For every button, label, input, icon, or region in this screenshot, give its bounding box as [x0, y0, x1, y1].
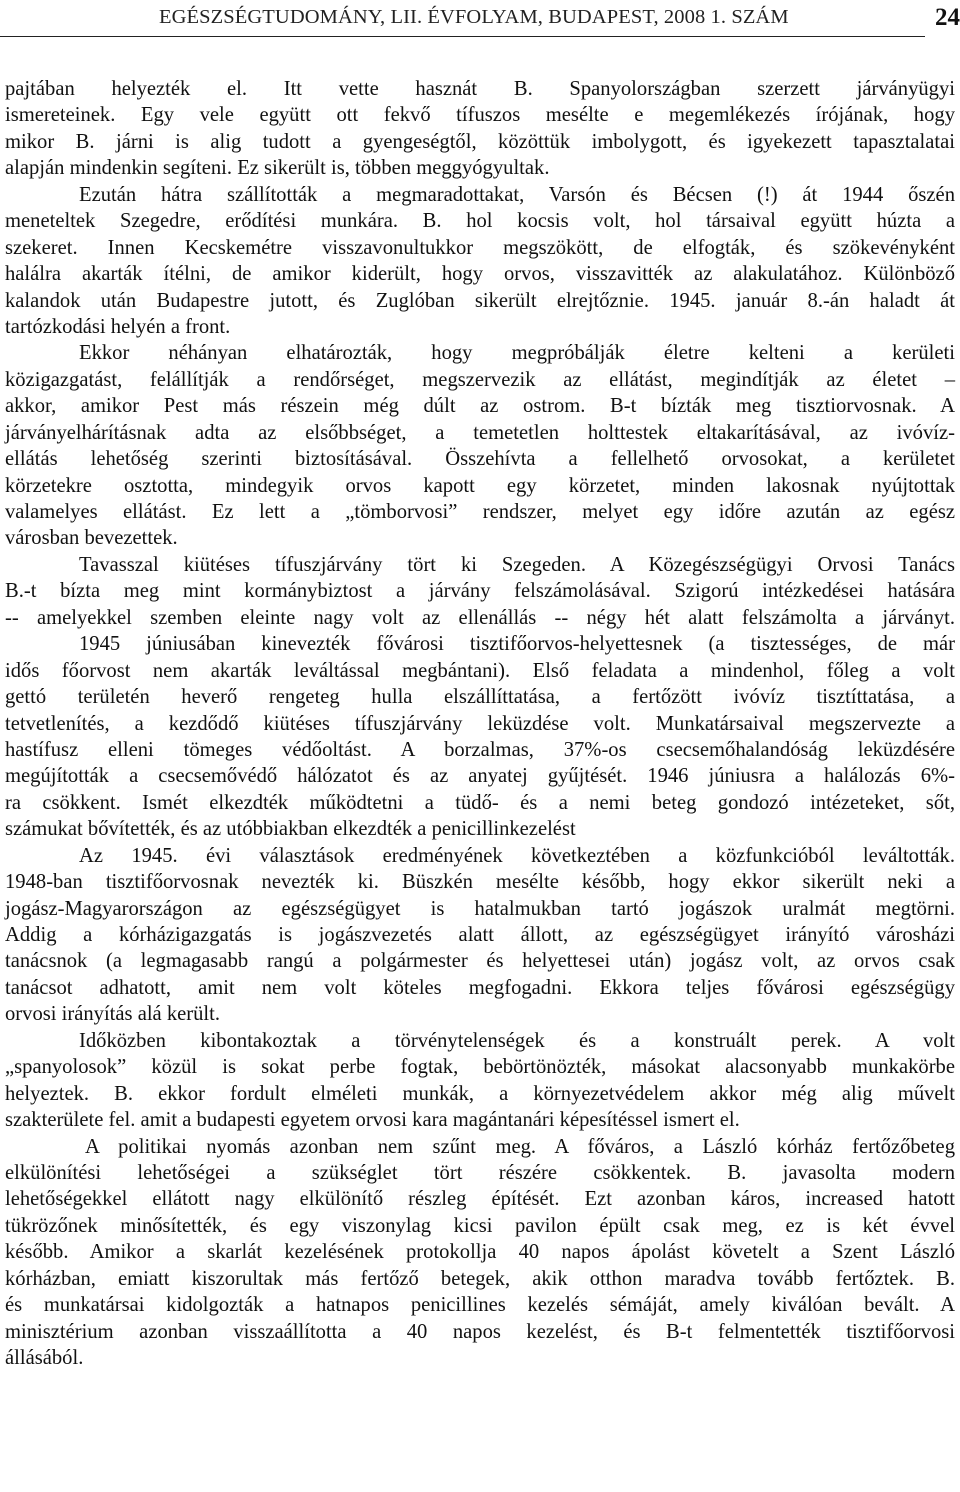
text-line: elkülönítési lehetőségei a szükséglet tört részére csökkentek. B. javasolta modern [5, 1161, 955, 1184]
running-header [0, 0, 960, 40]
text-line: mikor B. járni is alig tudott a gyengeségtől, közöttük imbolygott, és igyekezett tapasztalatai [5, 130, 955, 153]
text-line: Addig a kórházigazgatás is jogászvezetés alatt állott, az egészségügyet irányító városházi [5, 924, 955, 946]
text-line: kalandok után Budapestre jutott, és Zuglóban sikerült elrejtőznie. 1945. január 8.-án haladt át [5, 289, 955, 312]
text-line: Tavasszal kiütéses tífuszjárvány tört ki Szegeden. A Közegészségügyi Orvosi Tanács [79, 553, 955, 576]
text-line: Az 1945. évi választások eredményének következtében a közfunkcióból leváltották. [79, 844, 955, 867]
page-number: 24 [935, 4, 960, 31]
text-line: hastífusz elleni tömeges védőoltást. A borzalmas, 37%-os csecsemőhalandóság leküzdésére [5, 738, 955, 761]
text-line: pajtában helyezték el. Itt vette hasznát B. Spanyolországban szerzett járványügyi [5, 78, 955, 100]
text-line: tetvetlenítés, a kezdődő kiütéses tífuszjárvány leküzdése volt. Munkatársaival megszervezte a [5, 712, 955, 735]
text-line: ellátás lehetőség szerinti biztosításával. Összehívta a fellelhető orvosokat, a kerületet [5, 448, 955, 471]
text-line: orvosi irányítás alá került. [5, 1003, 221, 1026]
text-line: idős főorvost nem akarták leváltással megbántani). Első feladata a mindenhol, főleg a volt [5, 659, 955, 682]
text-line: tartózkodási helyén a front. [5, 315, 231, 338]
text-line: valamelyes ellátást. Ez lett a „tömborvosi” rendszer, melyet egy időre azután az egész [5, 501, 955, 523]
text-line: 1945 júniusában kinevezték fővárosi tisztifőorvos-helyettesnek (a tisztességes, de már [79, 633, 955, 656]
article-body [5, 76, 957, 1371]
text-line: gettó területén heverő rengeteg hulla elszállíttatása, a fertőzött ivóvíz tisztíttatása, a [5, 686, 955, 709]
text-line: tükrözőnek minősítették, és egy viszonylag kicsi pavilon épült csak meg, ez is két évvel [5, 1214, 955, 1237]
text-line: jogász-Magyarországon az egészségügyet is hatalmukban tartó jogászok uralmát megtörni. [5, 897, 955, 920]
text-line: helyeztek. B. ekkor fordult elméleti munkák, a környezetvédelem akkor még alig művelt [5, 1082, 955, 1105]
text-line: szekeret. Innen Kecskemétre visszavonultukkor megszökött, de elfogták, és szökevényként [5, 236, 955, 259]
text-line: és munkatársai kidolgozták a hatnapos penicillines kezelés sémáját, amely kiválóan bevált. A [5, 1294, 955, 1317]
text-line: ismereteinek. Egy vele együtt ott fekvő tífuszos mesélte e megemlékezés írójának, hogy [5, 104, 955, 127]
text-line: B.-t bízta meg mint kormánybiztost a járvány felszámolásával. Szigorú intézkedései hatására [5, 580, 955, 603]
journal-title: EGÉSZSÉGTUDOMÁNY, LII. ÉVFOLYAM, BUDAPEST, 2008 1. SZÁM [159, 6, 789, 28]
text-line: tanácsnok (a legmagasabb rangú a polgármester és helyettesei után) jogász volt, az orvos csak [5, 950, 955, 973]
text-line: -- amelyekkel szemben eleinte nagy volt az ellenállás -- négy hét alatt felszámolta a járványt. [5, 606, 955, 629]
text-line: számukat bővítették, és az utóbbiakban elkezdték a penicillinkezelést [5, 818, 576, 841]
text-line: lehetőségekkel ellátott nagy elkülönítő részleg építését. Ezt azonban káros, increased hatott [5, 1188, 955, 1211]
text-line: később. Amikor a skarlát kezelésének protokollja 40 napos ápolást követelt a Szent László [5, 1241, 955, 1264]
text-line: Időközben kibontakoztak a törvénytelenségek és a konstruált perek. A volt [79, 1029, 955, 1052]
text-line: kórházban, emiatt kiszorultak más fertőző betegek, akik otthon maradva tovább fertőztek. B. [5, 1267, 955, 1290]
text-line: A politikai nyomás azonban nem szűnt meg. A főváros, a László kórház fertőzőbeteg [85, 1135, 955, 1158]
text-line: közigazgatást, felállítják a rendőrséget, megszervezik az ellátást, megindítják az életet – [5, 368, 955, 391]
text-line: alapján mindenkin segíteni. Ez sikerült is, többen meggyógyultak. [5, 157, 550, 180]
text-line: Ekkor néhányan elhatározták, hogy megpróbálják életre kelteni a kerületi [79, 342, 955, 365]
text-line: Ezután hátra szállították a megmaradottakat, Varsón és Bécsen (!) át 1944 őszén [79, 183, 955, 206]
text-line: járványelhárításnak adta az elsőbbséget, a temetetlen holttestek eltakarításával, az ivóvíz- [5, 421, 955, 444]
text-line: 1948-ban tisztifőorvosnak nevezték ki. Büszkén mesélte később, hogy ekkor sikerült neki a [5, 871, 955, 894]
text-line: halálra akarták ítélni, de amikor kiderült, hogy orvos, visszavitték az alakulatához. Különböző [5, 263, 955, 286]
text-line: „spanyolosok” közül is sokat perbe fogtak, bebörtönözték, másokat alacsonyabb munkakörbe [5, 1056, 955, 1079]
text-line: szakterülete fel. amit a budapesti egyetem orvosi kara magántanári képesítéssel ismert el. [5, 1109, 740, 1132]
text-line: akkor, amikor Pest más részein még dúlt az ostrom. B-t bízták meg tisztiorvosnak. A [5, 395, 955, 418]
text-line: minisztérium azonban visszaállította a 40 napos kezelést, és B-t felmentették tisztifőorvosi [5, 1320, 955, 1343]
text-line: meneteltek Szegedre, erődítési munkára. B. hol kocsis volt, hol társaival együtt húzta a [5, 210, 955, 233]
text-line: körzetekre osztotta, mindegyik orvos kapott egy körzetet, minden lakosnak nyújtottak [5, 474, 955, 497]
text-line: városban bevezettek. [5, 527, 178, 550]
text-line: ra csökkent. Ismét elkezdték működtetni a tüdő- és a nemi beteg gondozó intézeteket, sőt, [5, 791, 955, 814]
text-line: tanácsot adhatott, amit nem volt köteles megfogadni. Ekkora teljes fővárosi egészségügy [5, 976, 955, 999]
text-line: állásából. [5, 1347, 84, 1369]
text-line: megújították a csecsemővédő hálózatot és az anyatej gyűjtését. 1946 júniusra a halálozás 6%- [5, 765, 955, 788]
